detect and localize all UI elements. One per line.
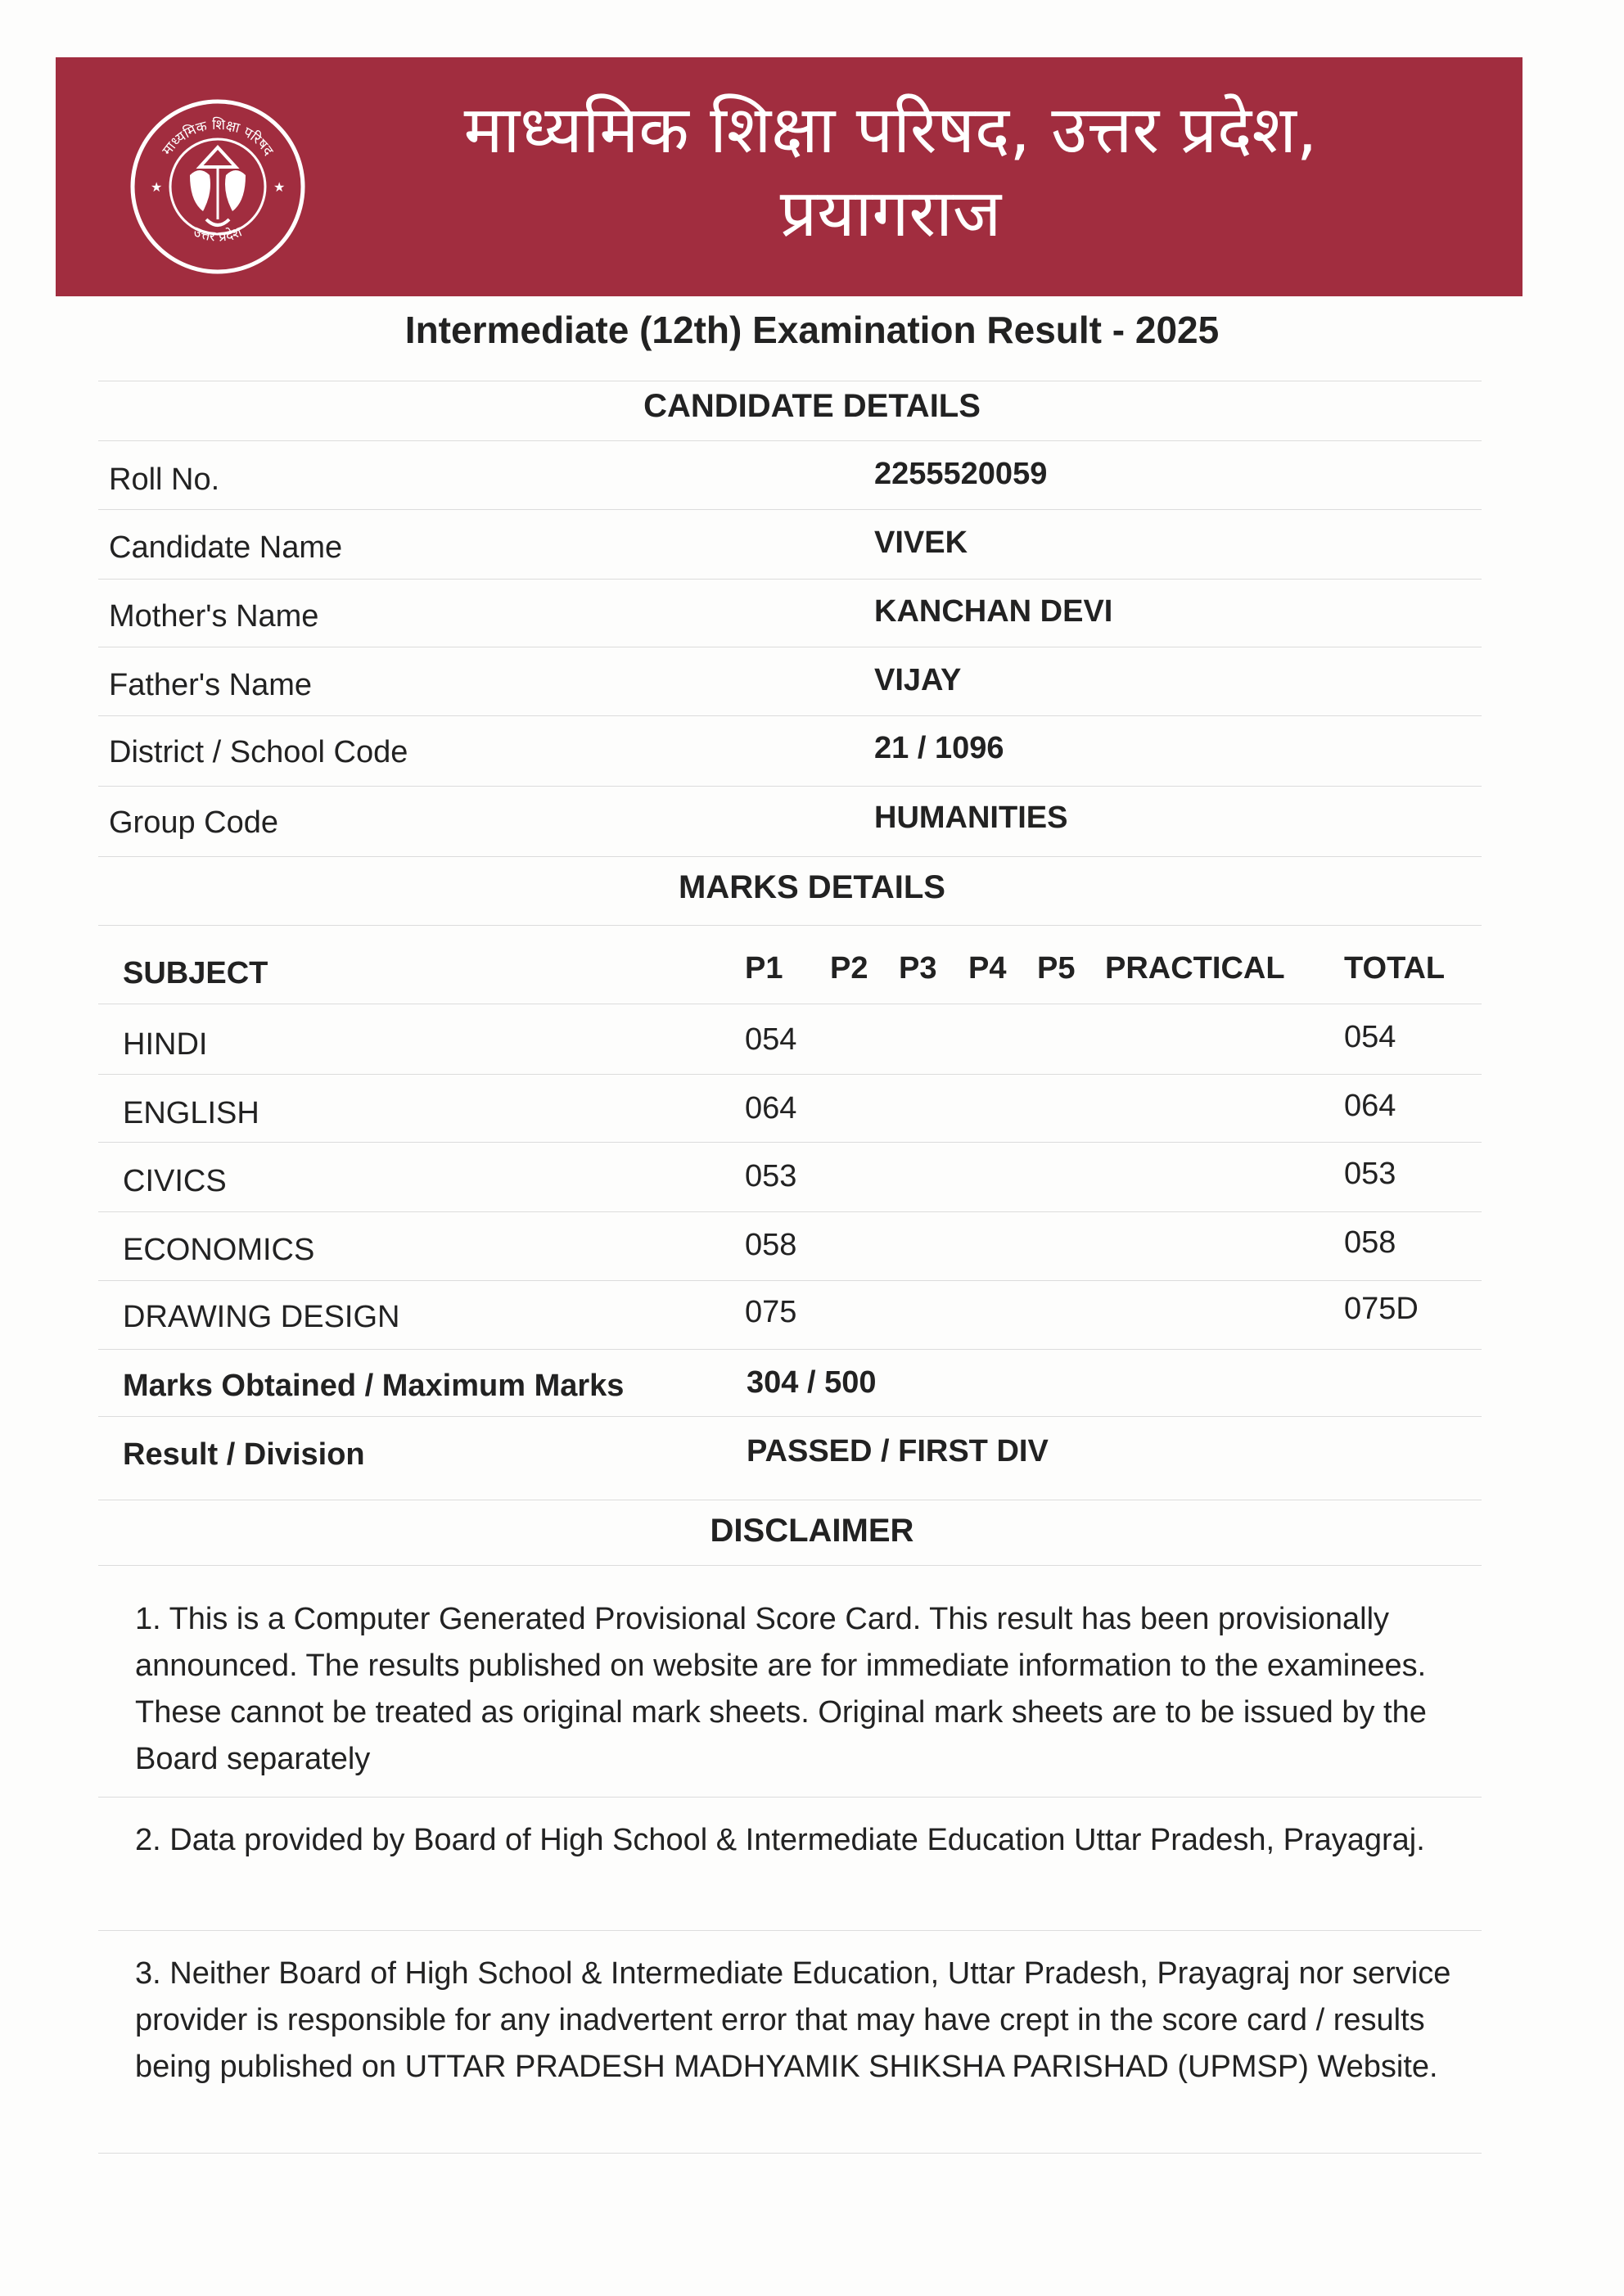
board-title-line1: माध्यमिक शिक्षा परिषद, उत्तर प्रदेश, bbox=[463, 92, 1318, 168]
divider bbox=[98, 1211, 1482, 1212]
total-cell: 058 bbox=[1344, 1225, 1396, 1260]
candidate-name-value: VIVEK bbox=[874, 526, 968, 560]
divider bbox=[98, 440, 1482, 441]
marks-obtained-value: 304 / 500 bbox=[747, 1365, 877, 1400]
up-state-emblem-icon bbox=[128, 97, 308, 277]
emblem-text-top: माध्यमिक शिक्षा परिषद bbox=[159, 116, 277, 159]
divider bbox=[98, 509, 1482, 510]
fathers-name-label: Father's Name bbox=[109, 668, 313, 702]
divider bbox=[98, 856, 1482, 857]
exam-title: Intermediate (12th) Examination Result - 2025 bbox=[404, 309, 1220, 351]
p1-cell: 053 bbox=[745, 1159, 797, 1193]
group-code-label: Group Code bbox=[109, 805, 279, 840]
divider bbox=[98, 786, 1482, 787]
col-header-p1: P1 bbox=[745, 951, 783, 986]
p1-cell: 075 bbox=[745, 1295, 797, 1329]
p1-cell: 058 bbox=[745, 1228, 797, 1262]
total-cell: 053 bbox=[1344, 1157, 1396, 1191]
roll-no-label: Roll No. bbox=[109, 462, 220, 497]
divider bbox=[98, 1416, 1482, 1417]
candidate-details-heading: CANDIDATE DETAILS bbox=[643, 388, 981, 424]
candidate-name-label: Candidate Name bbox=[109, 530, 343, 565]
col-header-p3: P3 bbox=[899, 951, 937, 986]
divider bbox=[98, 1565, 1482, 1566]
p1-cell: 054 bbox=[745, 1022, 797, 1057]
svg-text:माध्यमिक शिक्षा परिषद bbox=[159, 116, 277, 160]
group-code-value: HUMANITIES bbox=[874, 801, 1068, 835]
col-header-total: TOTAL bbox=[1344, 951, 1446, 986]
divider bbox=[98, 1142, 1482, 1143]
header-banner bbox=[56, 57, 1522, 296]
total-cell: 075D bbox=[1344, 1292, 1419, 1326]
total-cell: 064 bbox=[1344, 1089, 1396, 1123]
board-title-line2: प्रयागराज bbox=[779, 175, 1002, 251]
subject-cell: DRAWING DESIGN bbox=[123, 1300, 400, 1334]
disclaimer-item: 1. This is a Computer Generated Provisional Score Card. This result has been provisionally announced. The results published on website are for immediate information to the examinees. These cannot be treated as original mark sheets. Original mark sheets are to be issued by the Board separately bbox=[135, 1602, 1427, 1776]
svg-text:उत्तर प्रदेश bbox=[191, 223, 245, 245]
district-school-code-value: 21 / 1096 bbox=[874, 731, 1004, 765]
fathers-name-value: VIJAY bbox=[874, 663, 962, 697]
col-header-p5: P5 bbox=[1037, 951, 1076, 986]
marks-obtained-label: Marks Obtained / Maximum Marks bbox=[123, 1369, 625, 1403]
divider bbox=[98, 1349, 1482, 1350]
board-title-hindi bbox=[326, 88, 1455, 255]
col-header-p4: P4 bbox=[968, 951, 1007, 986]
district-school-code-label: District / School Code bbox=[109, 735, 408, 769]
disclaimer-heading: DISCLAIMER bbox=[710, 1513, 914, 1549]
divider bbox=[98, 2153, 1482, 2154]
divider bbox=[98, 1797, 1482, 1798]
mothers-name-label: Mother's Name bbox=[109, 599, 319, 634]
result-division-label: Result / Division bbox=[123, 1437, 365, 1472]
subject-cell: ECONOMICS bbox=[123, 1233, 315, 1267]
total-cell: 054 bbox=[1344, 1020, 1396, 1054]
divider bbox=[98, 579, 1482, 580]
marks-details-heading: MARKS DETAILS bbox=[679, 869, 945, 905]
subject-cell: ENGLISH bbox=[123, 1096, 259, 1130]
divider bbox=[98, 1930, 1482, 1931]
svg-text:★: ★ bbox=[273, 179, 286, 195]
divider bbox=[98, 715, 1482, 716]
divider bbox=[98, 925, 1482, 926]
col-header-subject: SUBJECT bbox=[123, 956, 268, 990]
svg-text:★: ★ bbox=[151, 179, 163, 195]
mothers-name-value: KANCHAN DEVI bbox=[874, 594, 1113, 629]
divider bbox=[98, 1280, 1482, 1281]
roll-no-value: 2255520059 bbox=[874, 457, 1048, 491]
result-division-value: PASSED / FIRST DIV bbox=[747, 1434, 1049, 1468]
p1-cell: 064 bbox=[745, 1091, 797, 1125]
disclaimer-item: 3. Neither Board of High School & Intermediate Education, Uttar Pradesh, Prayagraj nor service provider is responsible for any inadvertent error that may have crept in the score card / results being published on UTTAR PRADESH MADHYAMIK SHIKSHA PARISHAD (UPMSP) Website. bbox=[135, 1956, 1451, 2084]
subject-cell: HINDI bbox=[123, 1027, 208, 1062]
subject-cell: CIVICS bbox=[123, 1164, 227, 1198]
divider bbox=[98, 1074, 1482, 1075]
col-header-practical: PRACTICAL bbox=[1105, 951, 1285, 986]
emblem-text-bottom: उत्तर प्रदेश bbox=[191, 223, 245, 246]
col-header-p2: P2 bbox=[830, 951, 868, 986]
disclaimer-item: 2. Data provided by Board of High School & Intermediate Education Uttar Pradesh, Prayagraj. bbox=[135, 1823, 1425, 1857]
